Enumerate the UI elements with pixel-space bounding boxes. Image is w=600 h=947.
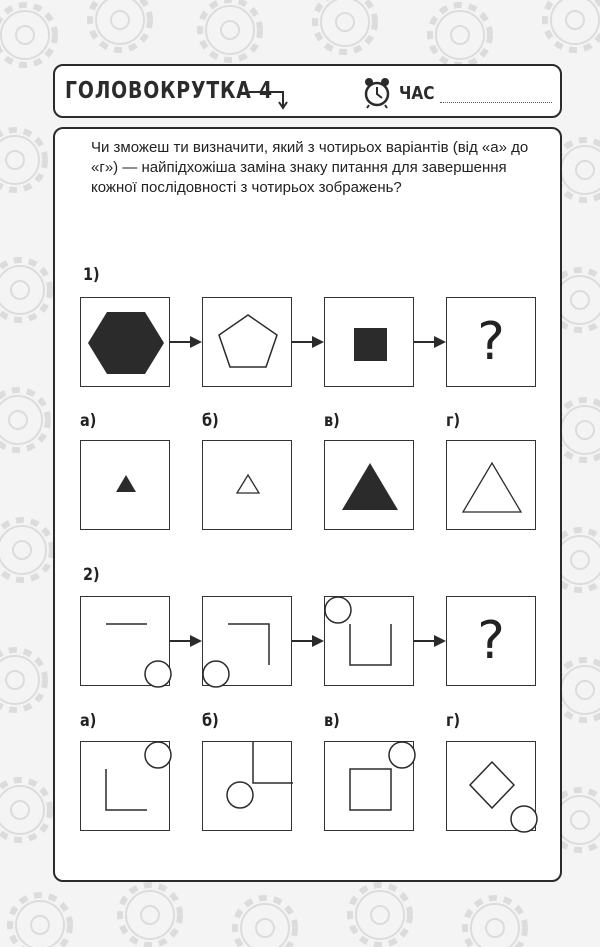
puzzle-1-step-1 — [80, 297, 170, 387]
puzzle-2-option-c[interactable] — [324, 741, 414, 831]
puzzle-1-option-b[interactable] — [202, 440, 292, 530]
puzzle-2-option-a[interactable] — [80, 741, 170, 831]
question-mark: ? — [477, 611, 505, 671]
large-black-triangle-figure — [325, 441, 415, 531]
puzzle-2-step-1 — [80, 596, 170, 686]
puzzle-title: ГОЛОВОКРУТКА 4 — [65, 78, 273, 104]
puzzle-1-unknown — [446, 297, 536, 387]
sequence-arrow-icon — [414, 336, 446, 348]
puzzle-1-number: 1) — [83, 265, 100, 285]
puzzle-2-option-c-label: в) — [324, 711, 340, 731]
puzzle-1-step-2 — [202, 297, 292, 387]
puzzle-1-option-d[interactable] — [446, 440, 536, 530]
header-bar — [53, 64, 562, 118]
puzzle-2-unknown — [446, 596, 536, 686]
puzzle-2-option-d-label: г) — [446, 711, 461, 731]
small-black-triangle-figure — [81, 441, 171, 531]
puzzle-1-step-3 — [324, 297, 414, 387]
puzzle-panel — [53, 127, 562, 882]
puzzle-2-number: 2) — [83, 565, 100, 585]
corner-with-circle-figure — [203, 597, 293, 687]
sequence-arrow-icon — [170, 635, 202, 647]
cup-with-circle-figure — [325, 597, 415, 687]
puzzle-1-option-a-label: а) — [80, 411, 97, 431]
time-input-line[interactable] — [440, 102, 552, 103]
question-text: Чи зможеш ти визначити, який з чотирьох варіантів (від «а» до «г») — найпідхожіша заміна знаку питання для завершення кожної послідовності з чотирьох зображень? — [91, 139, 529, 196]
sequence-arrow-icon — [292, 635, 324, 647]
question-mark: ? — [477, 312, 505, 372]
corner-circle-top-right-figure — [81, 742, 171, 832]
puzzle-2-option-a-label: а) — [80, 711, 97, 731]
sequence-arrow-icon — [292, 336, 324, 348]
small-white-triangle-figure — [203, 441, 293, 531]
black-square-figure — [325, 298, 415, 388]
puzzle-2-step-2 — [202, 596, 292, 686]
puzzle-2-option-b-label: б) — [202, 711, 219, 731]
diamond-circle-bottom-right-figure — [447, 742, 537, 832]
puzzle-1-option-b-label: б) — [202, 411, 219, 431]
large-white-triangle-figure — [447, 441, 537, 531]
line-with-circle-figure — [81, 597, 171, 687]
puzzle-1-option-c[interactable] — [324, 440, 414, 530]
puzzle-1-option-c-label: в) — [324, 411, 340, 431]
sequence-arrow-icon — [170, 336, 202, 348]
puzzle-1-option-a[interactable] — [80, 440, 170, 530]
puzzle-2-step-3 — [324, 596, 414, 686]
time-label: ЧАС — [399, 83, 435, 104]
puzzle-2-option-d[interactable] — [446, 741, 536, 831]
sequence-arrow-icon — [414, 635, 446, 647]
white-pentagon-figure — [203, 298, 293, 388]
puzzle-2-option-b[interactable] — [202, 741, 292, 831]
square-circle-top-right-figure — [325, 742, 415, 832]
alarm-clock-icon — [361, 75, 393, 109]
corner-circle-bottom-left-figure — [203, 742, 293, 832]
puzzle-1-option-d-label: г) — [446, 411, 461, 431]
black-hexagon-figure — [81, 298, 171, 388]
turn-down-arrow-icon — [247, 84, 291, 110]
